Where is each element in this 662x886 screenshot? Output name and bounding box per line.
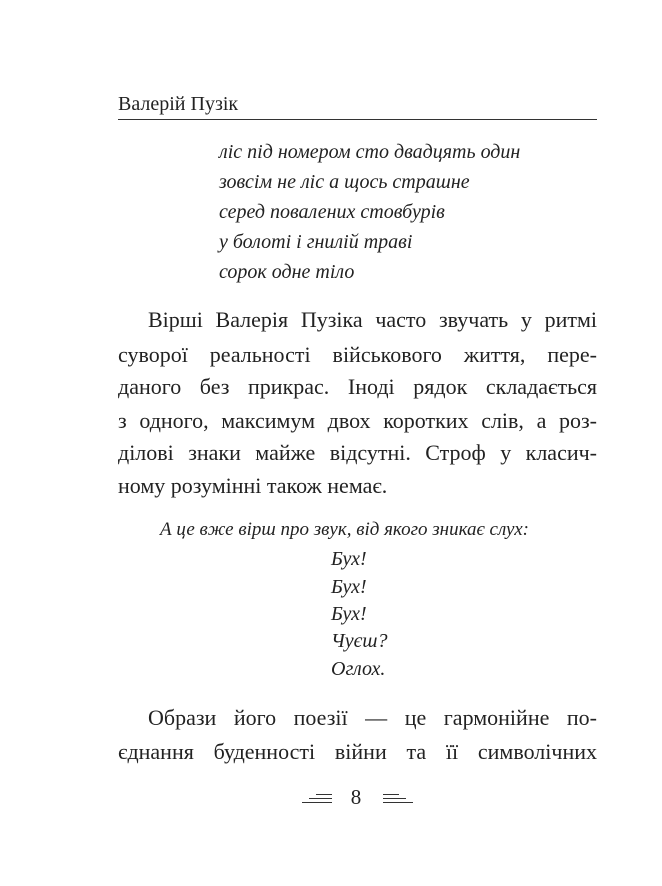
poem-line: Бух! [331,603,367,625]
poem-line: Бух! [331,576,367,598]
paragraph-line: Вірші Валерія Пузіка часто звучать у ритмі [148,307,597,332]
poem-line: Бух! [331,548,367,570]
paragraph-line: Образи його поезії — це гармонійне по- [148,705,597,730]
poem-intro: А це вже вірш про звук, від якого зникає слух: [160,519,529,540]
footer-ornament-left-icon [302,794,332,803]
poem-line: зовсім не ліс а щось страшне [219,171,470,193]
page-number: 8 [350,785,362,809]
poem-line: сорок одне тіло [219,261,355,283]
paragraph-line: з одного, максимум двох коротких слів, а роз- [118,408,597,433]
poem-line: серед повалених стовбурів [219,201,445,223]
poem-line: Оглох. [331,658,386,680]
header-rule [118,119,597,120]
page-footer [0,783,662,813]
paragraph-line: єднання буденності війни та її символічних [118,739,597,764]
paragraph-line: ному розумінні також немає. [118,473,388,498]
footer-ornament-right-icon [383,794,413,803]
paragraph-line: суворої реальності військового життя, пере- [118,342,597,367]
running-header-author: Валерій Пузік [118,93,239,115]
poem-line: Чуєш? [331,630,388,652]
paragraph-line: ділові знаки майже відсутні. Строф у класич- [118,440,597,465]
poem-line: у болоті і гнилій траві [219,231,413,253]
paragraph-line: даного без прикрас. Іноді рядок складається [118,374,597,399]
poem-line: ліс під номером сто двадцять один [219,141,521,163]
